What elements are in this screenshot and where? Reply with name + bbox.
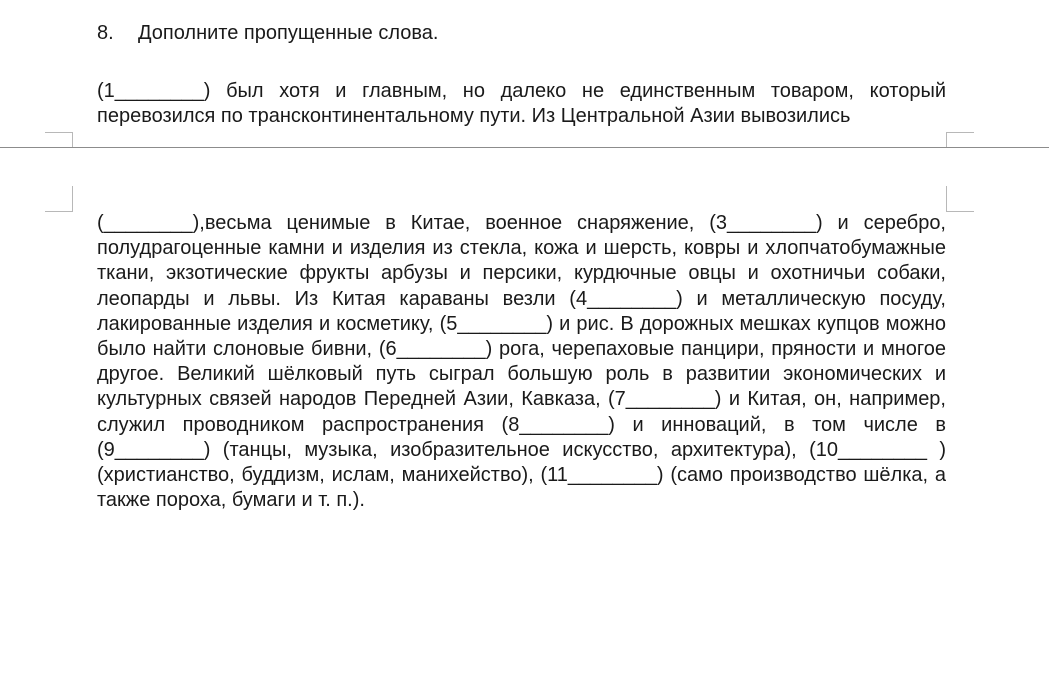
page-corner-marker-top-left (45, 132, 73, 148)
page-corner-marker-bottom-right (946, 186, 974, 212)
paragraph-page-top: (1________) был хотя и главным, но далеко не единственным товаром, который перевозился по трансконтинентальному пути. Из Центральной Азии вывозились (97, 80, 946, 127)
paragraph-page-bottom: (________),весьма ценимые в Китае, военное снаряжение, (3________) и серебро, полудрагоценные камни и изделия из стекла, кожа и шерсть, ковры и хлопчатобумажные ткани, экзотические фрукты арбузы и персики, курдючные овцы и охотничьи собаки, леопарды и львы. Из Китая караваны везли (4________) и металлическую посуду, лакированные изделия и косметику, (5________) и рис. В дорожных мешках купцов можно было найти слоновые бивни, (6________) рога, черепаховые панцири, пряности и многое другое. Великий шёлковый путь сыграл большую роль в развитии экономических и культурных связей народов Передней Азии, Кавказа, (7________) и Китая, он, например, служил проводником распространения (8________) и инноваций, в том числе в (9________) (танцы, музыка, изобразительное искусство, архитектура), (10________ ) (христианство, буддизм, ислам, манихейство), (11________) (само производство шёлка, а также пороха, бумаги и т. п.). (97, 212, 946, 512)
task-header (97, 20, 438, 46)
page-corner-marker-top-right (946, 132, 974, 148)
page-break-line (0, 147, 1049, 148)
task-number: 8. (97, 22, 114, 44)
page-corner-marker-bottom-left (45, 186, 73, 212)
task-instruction: Дополните пропущенные слова. (138, 22, 439, 44)
